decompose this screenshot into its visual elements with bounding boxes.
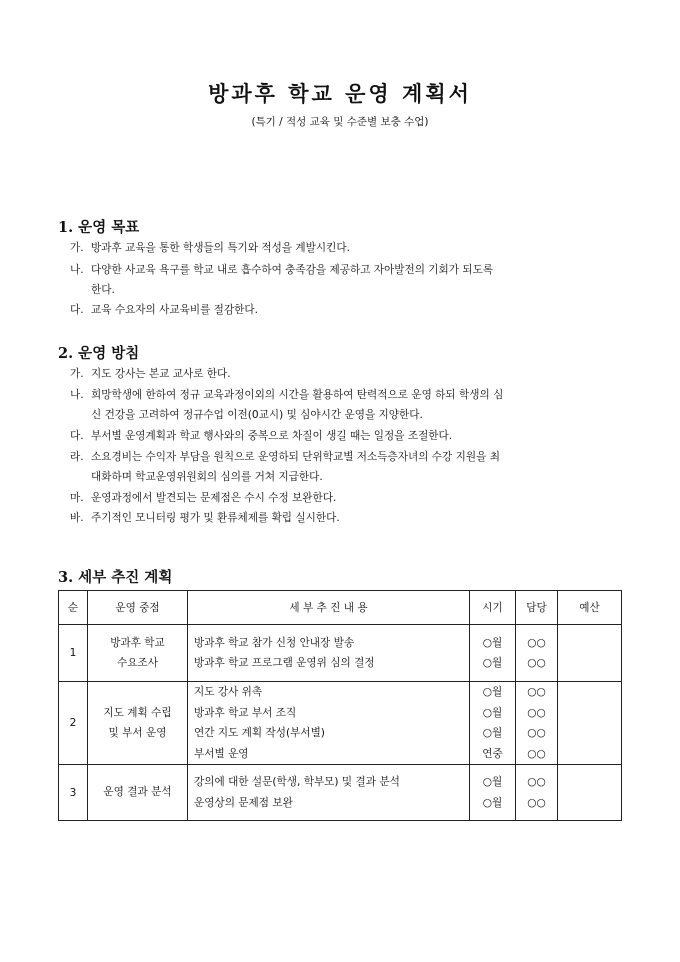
row-timing [470, 625, 516, 682]
timing-value: ○월 [482, 657, 503, 669]
item-text: 지도 강사는 본교 교사로 한다. [91, 368, 231, 380]
row-number: 3 [59, 765, 88, 821]
detail-line: 강의에 대한 설문(학생, 학부모) 및 결과 분석 [194, 776, 400, 788]
row-details [188, 682, 470, 765]
section-1-heading: 1. 운영 목표 [58, 219, 140, 236]
timing-value: ○월 [482, 776, 503, 788]
owner-value: ○○ [527, 796, 546, 809]
table-row [59, 625, 622, 682]
detail-line: 지도 강사 위촉 [194, 686, 263, 698]
focus-line: 방과후 학교 [110, 636, 165, 649]
table-header-row [59, 591, 622, 625]
item-label: 마. [70, 492, 84, 504]
item-label: 가. [70, 242, 84, 254]
row-owner [516, 682, 558, 765]
row-number: 1 [59, 625, 88, 682]
owner-value: ○○ [527, 776, 546, 788]
detail-line: 방과후 학교 참가 신청 안내장 발송 [194, 636, 355, 649]
row-details [188, 625, 470, 682]
focus-line: 운영 결과 분석 [103, 786, 172, 799]
item-text: 신 건강을 고려하여 정규수업 이전(0교시) 및 심야시간 운영을 지양한다. [91, 409, 423, 421]
timing-value: ○월 [482, 727, 503, 739]
row-focus [88, 765, 188, 821]
timing-value: ○월 [482, 796, 503, 809]
owner-value: ○○ [527, 727, 546, 739]
owner-value: ○○ [527, 686, 546, 698]
document-title: 방과후 학교 운영 계획서 [208, 81, 472, 106]
document-subtitle: (특기 / 적성 교육 및 수준별 보충 수업) [251, 116, 429, 128]
detail-line: 운영상의 문제점 보완 [194, 796, 293, 809]
row-owner [516, 765, 558, 821]
table-row [59, 682, 622, 765]
item-text: 교육 수요자의 사교육비를 절감한다. [91, 304, 258, 316]
section-2-heading: 2. 운영 방침 [58, 345, 140, 362]
item-text: 희망학생에 한하여 정규 교육과정이외의 시간을 활용하여 탄력적으로 운영 하되 학생의 심 [91, 389, 504, 401]
item-label: 라. [70, 451, 84, 463]
item-text: 운영과정에서 발견되는 문제점은 수시 수정 보완한다. [91, 492, 337, 504]
item-text: 다양한 사교육 욕구를 학교 내로 흡수하여 충족감을 제공하고 자아발전의 기회가 되도록 [91, 264, 494, 276]
focus-line: 수요조사 [117, 657, 158, 669]
item-text: 한다. [91, 284, 115, 296]
item-text: 대화하며 학교운영위원회의 심의를 거쳐 지급한다. [91, 471, 323, 483]
row-budget [558, 625, 622, 682]
item-text: 부서별 운영계획과 학교 행사와의 중복으로 차질이 생길 때는 일정을 조절한다. [91, 430, 453, 442]
item-label: 다. [70, 430, 84, 442]
owner-value: ○○ [527, 636, 546, 649]
timing-value: 연중 [482, 747, 503, 760]
item-label: 가. [70, 368, 84, 380]
item-label: 바. [70, 512, 84, 524]
header-budget: 예산 [558, 591, 622, 625]
owner-value: ○○ [527, 657, 546, 669]
timing-value: ○월 [482, 686, 503, 698]
row-focus [88, 682, 188, 765]
row-timing [470, 765, 516, 821]
row-timing [470, 682, 516, 765]
row-focus [88, 625, 188, 682]
detail-line: 방과후 학교 부서 조직 [194, 706, 297, 719]
row-number: 2 [59, 682, 88, 765]
row-budget [558, 682, 622, 765]
row-owner [516, 625, 558, 682]
plan-table [58, 590, 622, 821]
detail-line: 연간 지도 계획 작성(부서별) [194, 727, 325, 739]
item-label: 다. [70, 304, 84, 316]
item-text: 방과후 교육을 통한 학생들의 특기와 적성을 계발시킨다. [91, 242, 350, 254]
table-row [59, 765, 622, 821]
owner-value: ○○ [527, 747, 546, 760]
row-budget [558, 765, 622, 821]
focus-line: 지도 계획 수립 [103, 706, 172, 719]
detail-line: 방과후 학교 프로그램 운영위 심의 결정 [194, 657, 375, 669]
row-details [188, 765, 470, 821]
item-text: 소요경비는 수익자 부담을 원칙으로 운영하되 단위학교별 저소득층자녀의 수강 지원을 최 [91, 451, 500, 463]
owner-value: ○○ [527, 706, 546, 719]
header-focus: 운영 중점 [88, 591, 188, 625]
header-timing: 시기 [470, 591, 516, 625]
timing-value: ○월 [482, 636, 503, 649]
section-3-heading: 3. 세부 추진 계획 [58, 569, 173, 586]
item-label: 나. [70, 389, 84, 401]
detail-line: 부서별 운영 [194, 747, 249, 760]
timing-value: ○월 [482, 706, 503, 719]
header-no: 순 [59, 591, 88, 625]
header-owner: 담당 [516, 591, 558, 625]
header-details: 세 부 추 진 내 용 [188, 591, 470, 625]
item-text: 주기적인 모니터링 평가 및 환류체제를 확립 실시한다. [91, 512, 340, 524]
item-label: 나. [70, 264, 84, 276]
focus-line: 및 부서 운영 [108, 727, 167, 739]
